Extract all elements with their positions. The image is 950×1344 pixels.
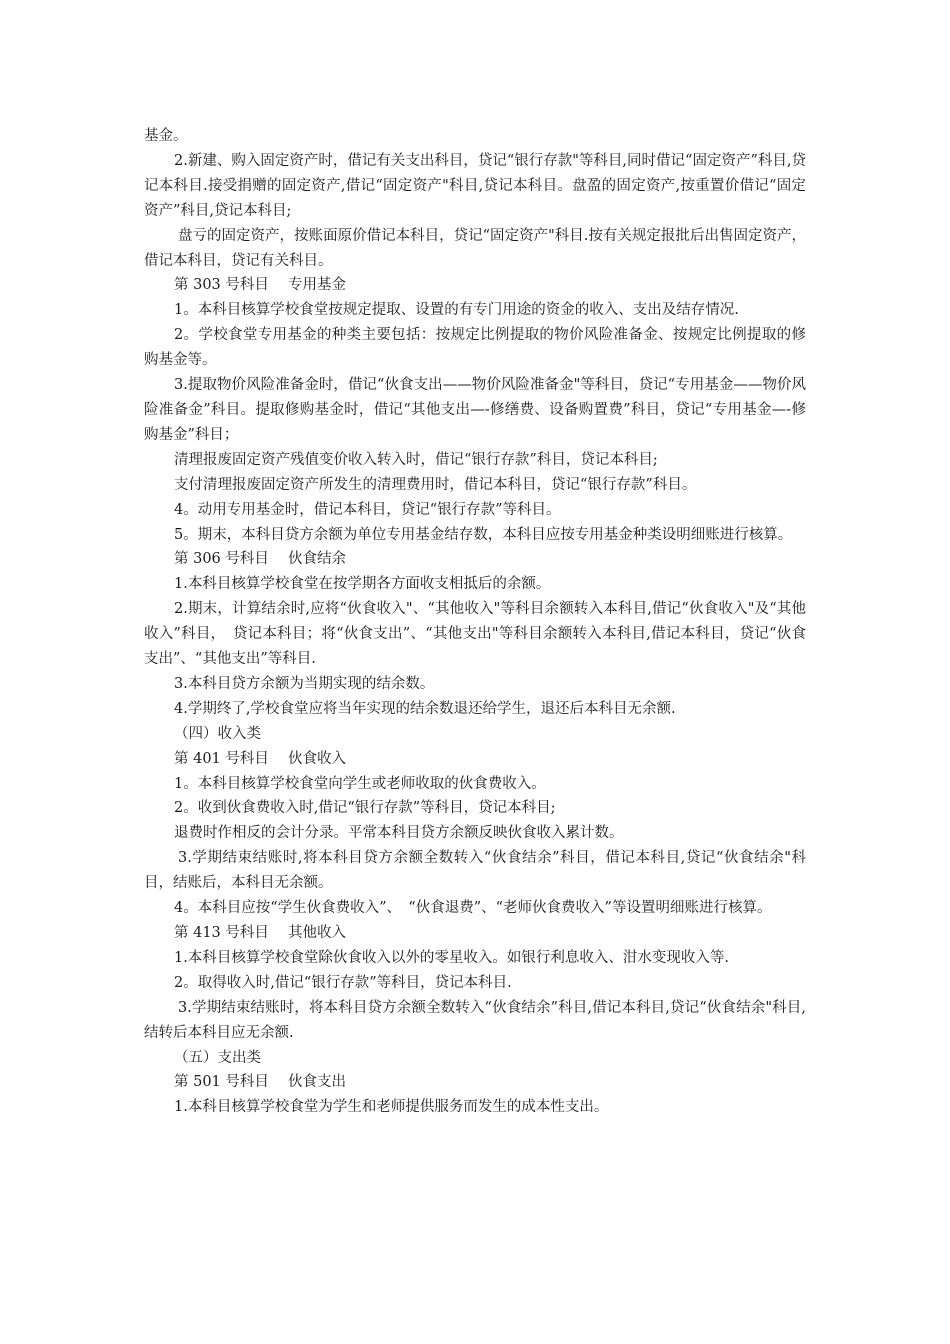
paragraph: 3.本科目贷方余额为当期实现的结余数。 — [174, 675, 435, 692]
paragraph: 1.本科目核算学校食堂在按学期各方面收支相抵后的余额。 — [174, 576, 551, 593]
section-heading: 第 413 号科目 其他收入 — [174, 925, 347, 941]
paragraph: 2.新建、购入固定资产时，借记有关支出科目，贷记“银行存款"等科目,同时借记“固定资产”科目,贷记本科目.接受捐赠的固定资产,借记“固定资产"科目,贷记本科目。盘盈的固定资产,按重置价借记“固定资产”科目,贷记本科目; — [144, 152, 806, 219]
paragraph: 2。收到伙食费收入时,借记“银行存款”等科目，贷记本科目; — [174, 800, 556, 817]
section-heading: 第 501 号科目 伙食支出 — [174, 1074, 347, 1091]
paragraph: 5。期末，本科目贷方余额为单位专用基金结存数，本科目应按专用基金种类设明细账进行核算。 — [174, 526, 793, 543]
paragraph: 4.学期终了,学校食堂应将当年实现的结余数退还给学生，退还后本科目无余额. — [174, 700, 676, 717]
paragraph: 3.学期结束结账时,将本科目贷方余额全数转入“伙食结余”科目，借记本科目,贷记“伙食结余"科目，结账后，本科目无余额。 — [144, 850, 806, 892]
paragraph: 退费时作相反的会计分录。平常本科目贷方余额反映伙食收入累计数。 — [174, 825, 624, 842]
paragraph: 4。本科目应按“学生伙食费收入”、 “伙食退费”、“老师伙食费收入”等设置明细账进行核算。 — [174, 900, 772, 917]
category-heading: （五）支出类 — [174, 1049, 261, 1066]
paragraph: 清理报废固定资产残值变价收入转入时，借记“银行存款”科目，贷记本科目; — [174, 451, 658, 468]
paragraph: 1。本科目核算学校食堂按规定提取、设置的有专门用途的资金的收入、支出及结存情况. — [174, 302, 739, 319]
section-heading: 第 306 号科目 伙食结余 — [174, 551, 347, 568]
paragraph: 2。取得收入时,借记“银行存款”等科目，贷记本科目. — [174, 974, 512, 991]
document-body — [144, 124, 806, 1120]
paragraph: 1。本科目核算学校食堂向学生或老师收取的伙食费收入。 — [174, 775, 546, 792]
paragraph: 2。学校食堂专用基金的种类主要包括：按规定比例提取的物价风险准备金、按规定比例提取的修购基金等。 — [144, 327, 806, 369]
section-heading: 第 401 号科目 伙食收入 — [174, 750, 347, 767]
category-heading: （四）收入类 — [174, 725, 261, 742]
paragraph: 盘亏的固定资产，按账面原价借记本科目，贷记“固定资产"科目.按有关规定报批后出售固定资产，借记本科目，贷记有关科目。 — [144, 227, 806, 269]
paragraph: 1.本科目核算学校食堂除伙食收入以外的零星收入。如银行利息收入、泔水变现收入等. — [174, 949, 729, 966]
paragraph: 1.本科目核算学校食堂为学生和老师提供服务而发生的成本性支出。 — [174, 1099, 609, 1116]
paragraph: 4。动用专用基金时，借记本科目，贷记“银行存款”等科目。 — [174, 501, 561, 518]
paragraph: 2.期末，计算结余时,应将“伙食收入"、“其他收入"等科目余额转入本科目,借记“伙食收入"及“其他收入”科目， 贷记本科目；将“伙食支出”、“其他支出"等科目余额转入本科目,借记本科目，贷记“伙食支出”、“其他支出”等科目. — [144, 601, 806, 668]
section-heading: 第 303 号科目 专用基金 — [174, 277, 347, 294]
paragraph: 3.学期结束结账时，将本科目贷方余额全数转入“伙食结余”科目,借记本科目,贷记“伙食结余"科目,结转后本科目应无余额. — [144, 999, 806, 1041]
paragraph: 支付清理报废固定资产所发生的清理费用时，借记本科目，贷记“银行存款”科目。 — [174, 476, 697, 493]
paragraph: 3.提取物价风险准备金时，借记“伙食支出——物价风险准备金"等科目，贷记“专用基金——物价风险准备金”科目。提取修购基金时，借记“其他支出—-修缮费、设备购置费”科目，贷记“专用基金—-修购基金”科目； — [144, 377, 806, 443]
paragraph: 基金。 — [144, 128, 188, 144]
